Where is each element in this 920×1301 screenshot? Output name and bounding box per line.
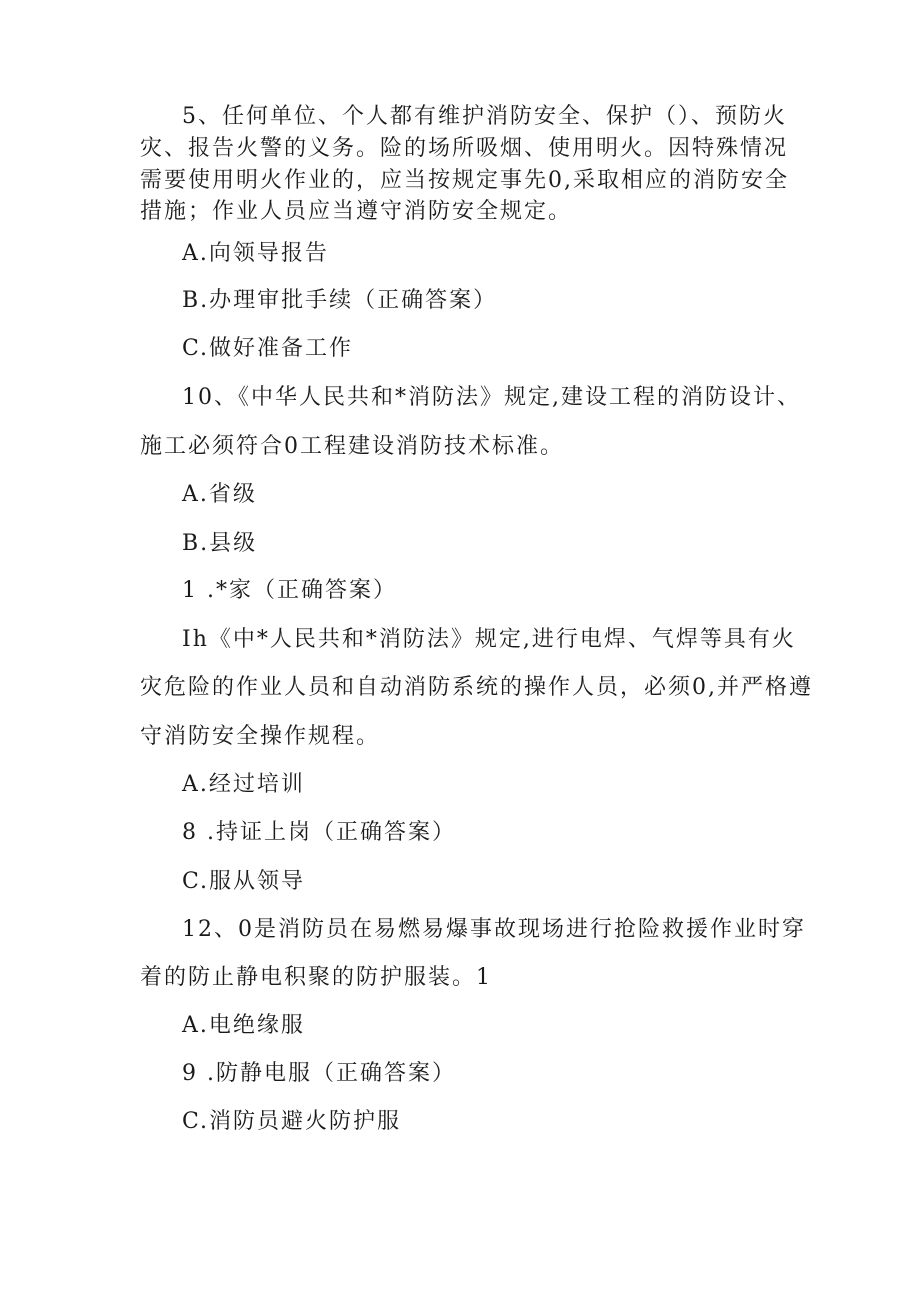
question-5-line-2: 灾、报告火警的义务。险的场所吸烟、使用明火。因特殊情况	[140, 136, 789, 161]
question-12-option-a: A.电绝缘服	[182, 1013, 305, 1038]
question-11-line-3: 守消防安全操作规程。	[140, 724, 381, 749]
question-10-line-1: 10、《中华人民共和*消防法》规定,建设工程的消防设计、	[182, 385, 801, 410]
question-12-line-1: 12、0是消防员在易燃易爆事故现场进行抢险救援作业时穿	[182, 917, 806, 942]
question-10-option-a: A.省级	[182, 482, 257, 507]
question-11-line-2: 灾危险的作业人员和自动消防系统的操作人员，必须0,并严格遵	[140, 675, 813, 700]
question-12-line-2: 着的防止静电积聚的防护服装。1	[140, 965, 492, 990]
question-11-option-c: C.服从领导	[182, 869, 306, 894]
question-5-line-3: 需要使用明火作业的，应当按规定事先0,采取相应的消防安全	[140, 168, 789, 193]
question-11-option-a: A.经过培训	[182, 772, 305, 797]
question-5-option-b: B.办理审批手续（正确答案）	[182, 288, 498, 313]
question-10-option-b: B.县级	[182, 531, 258, 556]
question-5-line-4: 措施；作业人员应当遵守消防安全规定。	[140, 199, 573, 224]
question-12-option-b: 9 .防静电服（正确答案）	[182, 1061, 456, 1086]
question-12-option-c: C.消防员避火防护服	[182, 1109, 402, 1134]
question-11-line-1: Ih《中*人民共和*消防法》规定,进行电焊、气焊等具有火	[182, 627, 796, 652]
question-10-line-2: 施工必须符合0工程建设消防技术标准。	[140, 434, 564, 459]
question-11-option-b: 8 .持证上岗（正确答案）	[182, 820, 456, 845]
question-5-option-a: A.向领导报告	[182, 241, 329, 266]
question-10-option-c: 1 .*家（正确答案）	[182, 578, 397, 603]
question-5-option-c: C.做好准备工作	[182, 336, 354, 361]
question-5-line-1: 5、任何单位、个人都有维护消防安全、保护（）、预防火	[182, 104, 787, 129]
